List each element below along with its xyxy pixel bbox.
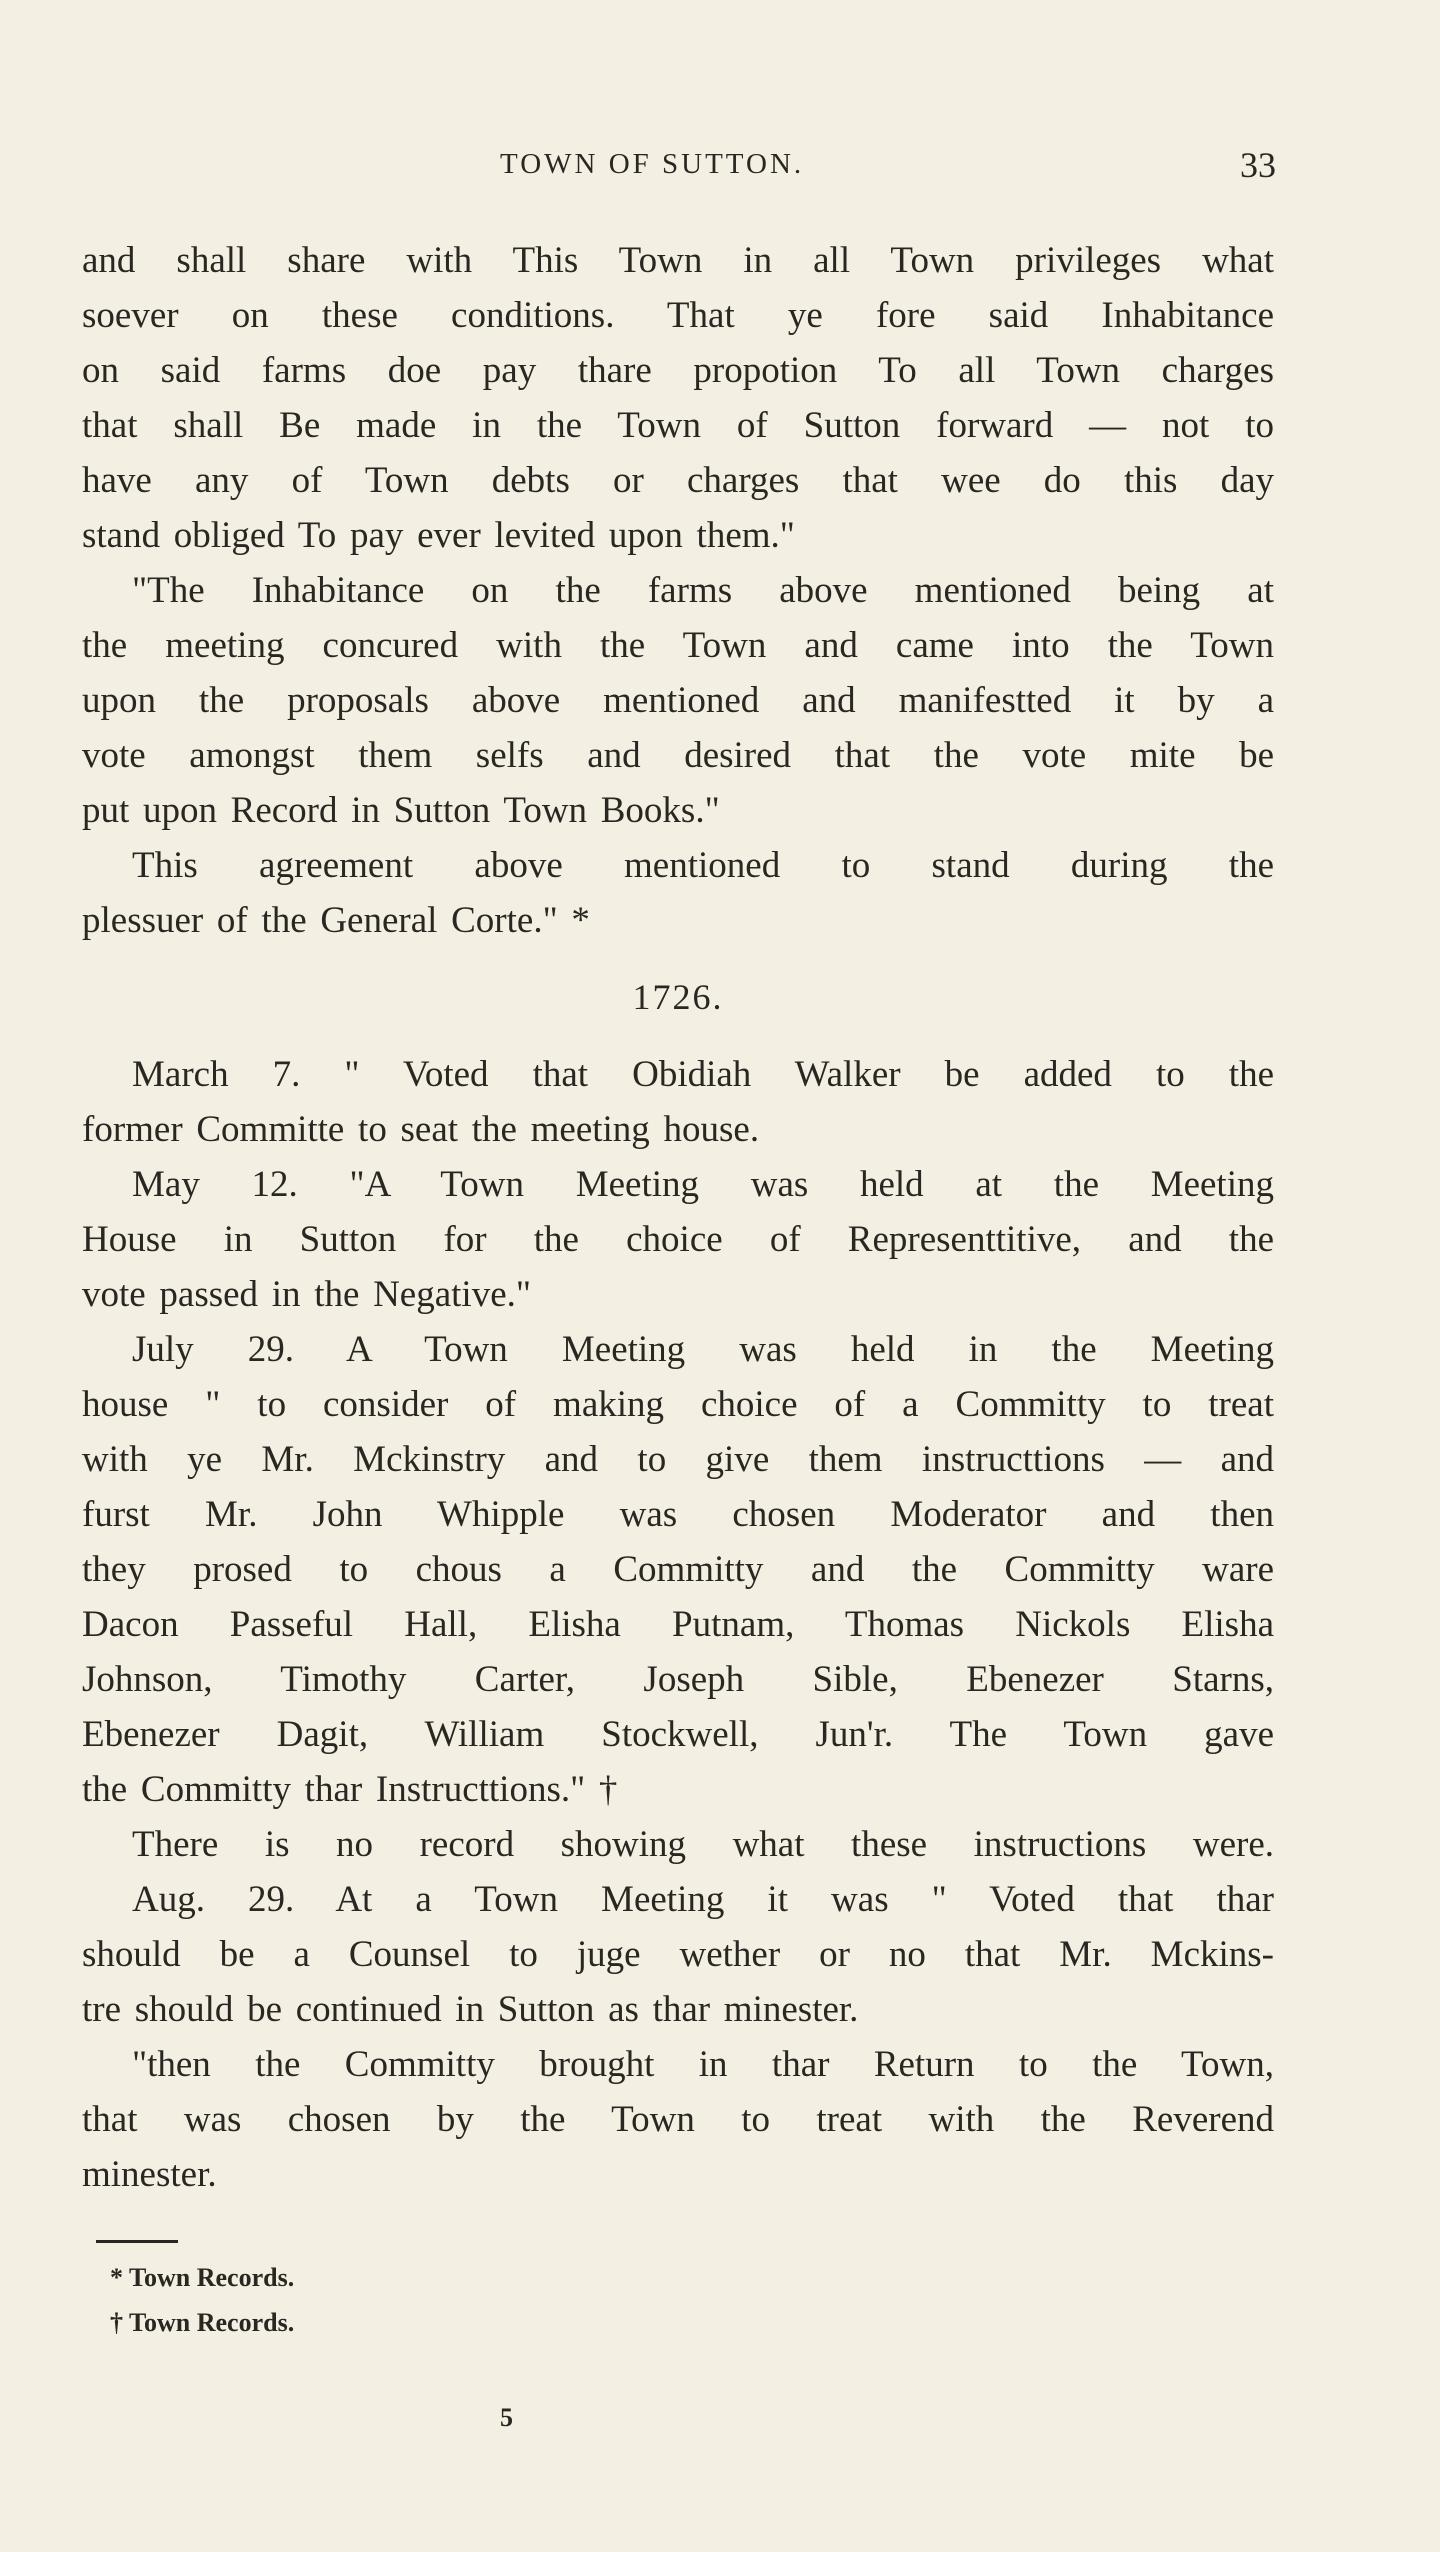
text-line: Ebenezer Dagit, William Stockwell, Jun'r. The Town gave <box>82 1714 1274 1755</box>
text-line: May 12. "A Town Meeting was held at the Meeting <box>132 1164 1274 1205</box>
spacer <box>82 1025 1274 1047</box>
text-line: March 7. " Voted that Obidiah Walker be added to the <box>132 1054 1274 1095</box>
text-line: on said farms doe pay thare propotion To all Town charges <box>82 350 1274 391</box>
text-line: with ye Mr. Mckinstry and to give them instructtions — and <box>82 1439 1274 1480</box>
text-line: "The Inhabitance on the farms above mentioned being at <box>132 570 1274 611</box>
text-line: minester. <box>82 2154 217 2195</box>
text-line: that shall Be made in the Town of Sutton forward — not to <box>82 405 1274 446</box>
paragraph <box>82 1817 1274 1872</box>
text-line: Johnson, Timothy Carter, Joseph Sible, Ebenezer Starns, <box>82 1659 1274 1700</box>
text-line: soever on these conditions. That ye fore said Inhabitance <box>82 295 1274 336</box>
paragraph <box>82 838 1274 948</box>
paragraph <box>82 233 1274 563</box>
text-line: put upon Record in Sutton Town Books." <box>82 790 720 831</box>
text-line: This agreement above mentioned to stand during the <box>132 845 1274 886</box>
text-line: house " to consider of making choice of a Committy to treat <box>82 1384 1274 1425</box>
footnote: * Town Records. <box>110 2263 295 2292</box>
text-line: they prosed to chous a Committy and the Committy ware <box>82 1549 1274 1590</box>
text-line: vote passed in the Negative." <box>82 1274 531 1315</box>
text-line: Aug. 29. At a Town Meeting it was " Voted that thar <box>132 1879 1274 1920</box>
text-line: House in Sutton for the choice of Representtitive, and the <box>82 1219 1274 1260</box>
paragraph <box>82 1157 1274 1322</box>
text-line: "then the Committy brought in thar Return to the Town, <box>132 2044 1274 2085</box>
spacer <box>82 948 1274 970</box>
signature-mark: 5 <box>500 2403 513 2432</box>
footnotes <box>110 2255 710 2345</box>
text-line: the meeting concured with the Town and came into the Town <box>82 625 1274 666</box>
paragraph <box>82 1872 1274 2037</box>
text-line: tre should be continued in Sutton as thar minester. <box>82 1989 859 2030</box>
text-line: upon the proposals above mentioned and manifestted it by a <box>82 680 1274 721</box>
text-line: and shall share with This Town in all Town privileges what <box>82 240 1274 281</box>
body-text <box>82 233 1274 2202</box>
paragraph <box>82 1322 1274 1817</box>
text-line: Dacon Passeful Hall, Elisha Putnam, Thomas Nickols Elisha <box>82 1604 1274 1645</box>
text-line: that was chosen by the Town to treat with the Reverend <box>82 2099 1274 2140</box>
text-line: former Committe to seat the meeting house. <box>82 1109 760 1150</box>
text-line: vote amongst them selfs and desired that the vote mite be <box>82 735 1274 776</box>
paragraph <box>82 1047 1274 1157</box>
page-number: 33 <box>1240 145 1276 185</box>
page-header <box>0 145 1440 198</box>
paragraph <box>82 2037 1274 2202</box>
footnote-divider <box>96 2240 178 2243</box>
text-line: July 29. A Town Meeting was held in the Meeting <box>132 1329 1274 1370</box>
year-heading: 1726. <box>632 977 724 1017</box>
paragraph <box>82 563 1274 838</box>
text-line: plessuer of the General Corte." * <box>82 900 590 941</box>
footnote: † Town Records. <box>110 2308 295 2337</box>
text-line: should be a Counsel to juge wether or no that Mr. Mckins- <box>82 1934 1274 1975</box>
text-line: have any of Town debts or charges that wee do this day <box>82 460 1274 501</box>
running-head: TOWN OF SUTTON. <box>500 148 805 180</box>
text-line: There is no record showing what these instructions were. <box>132 1824 1274 1865</box>
text-line: stand obliged To pay ever levited upon them." <box>82 515 795 556</box>
text-line: the Committy thar Instructtions." † <box>82 1769 618 1810</box>
text-line: furst Mr. John Whipple was chosen Moderator and then <box>82 1494 1274 1535</box>
